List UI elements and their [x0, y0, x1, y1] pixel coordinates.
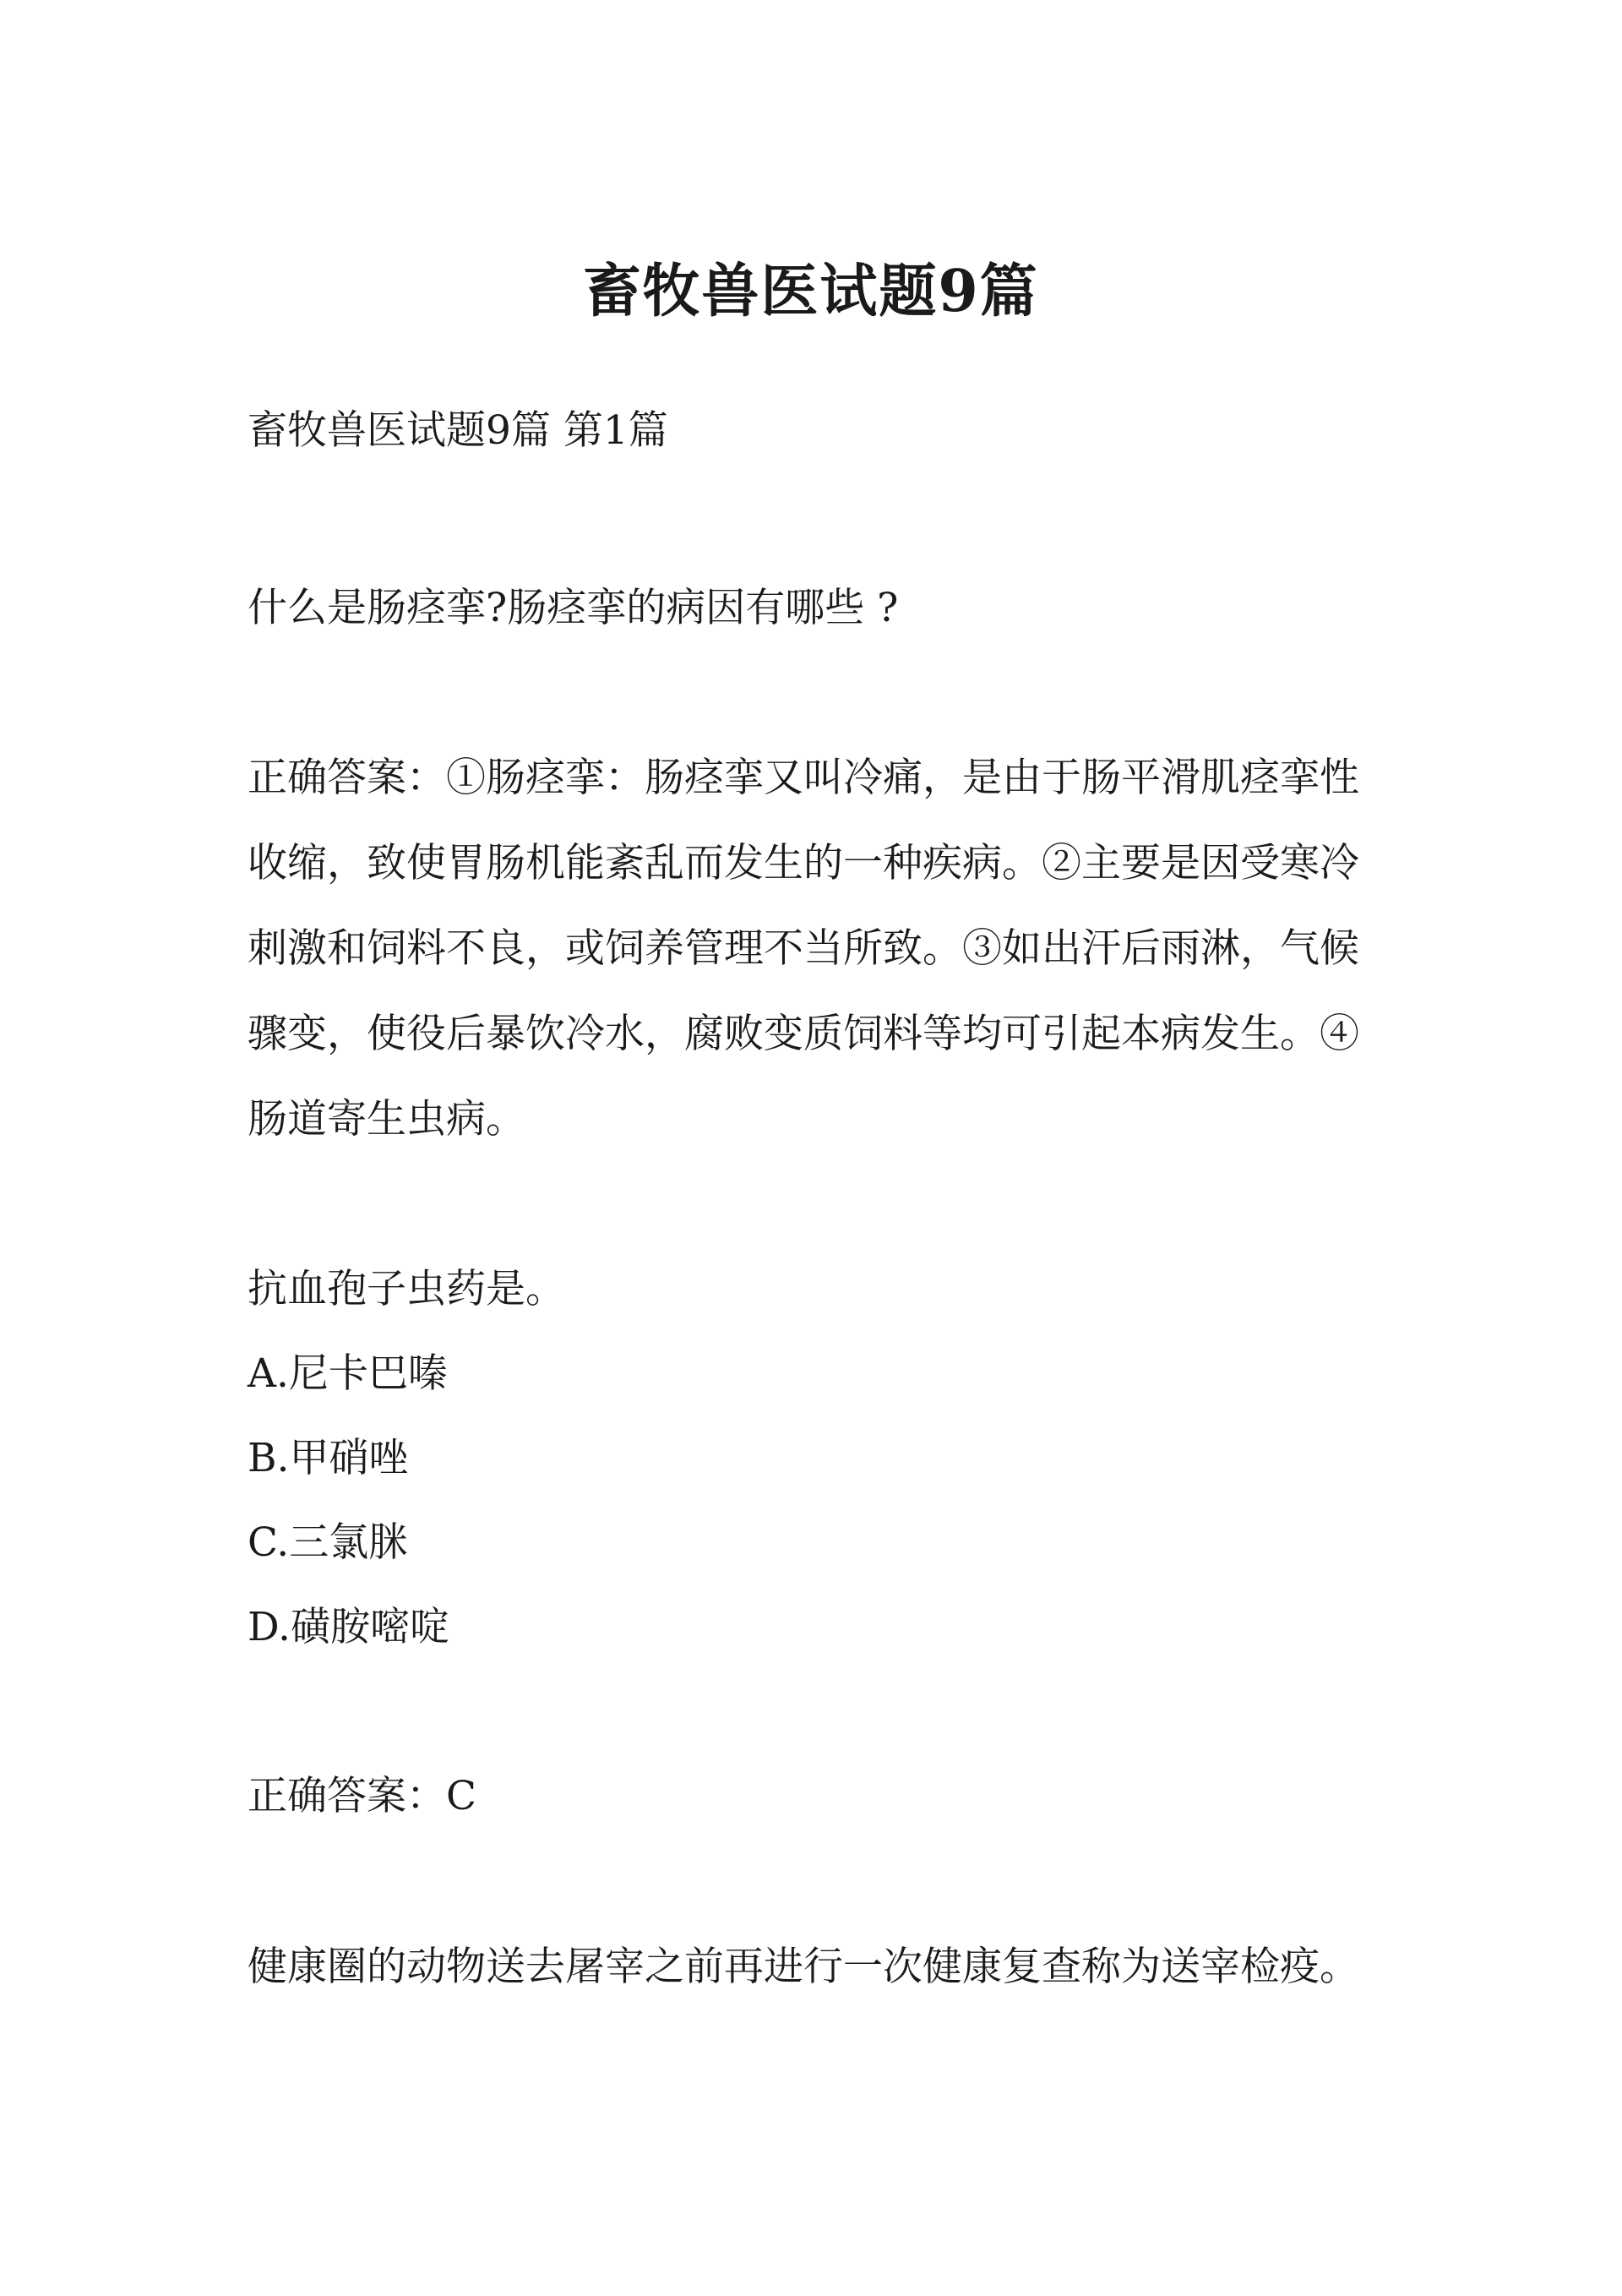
document-title: 畜牧兽医试题9篇	[583, 258, 1039, 325]
question-2-option-c: C.三氯脒	[248, 1519, 409, 1566]
question-3-text: 健康圈的动物送去屠宰之前再进行一次健康复查称为送宰检疫。	[248, 1944, 1359, 1990]
question-1-text: 什么是肠痉挛?肠痉挛的病因有哪些 ?	[248, 585, 899, 631]
question-1-answer: 正确答案：①肠痉挛：肠痉挛又叫冷痛，是由于肠平滑肌痉挛性收缩，致使胃肠机能紊乱而发生的一种疾病。②主要是因受寒冷刺激和饲料不良，或饲养管理不当所致。③如出汗后雨淋，气候骤变，使役后暴饮冷水，腐败变质饲料等均可引起本病发生。④肠道寄生虫病。	[248, 755, 1359, 1143]
question-2-text: 抗血孢子虫药是。	[248, 1266, 565, 1312]
section-heading: 畜牧兽医试题9篇 第1篇	[248, 407, 668, 454]
question-2-option-a: A.尼卡巴嗪	[248, 1350, 448, 1397]
question-2-option-b: B.甲硝唑	[248, 1435, 409, 1481]
question-2-option-d: D.磺胺嘧啶	[248, 1604, 449, 1650]
question-2-answer: 正确答案：C	[248, 1773, 476, 1819]
